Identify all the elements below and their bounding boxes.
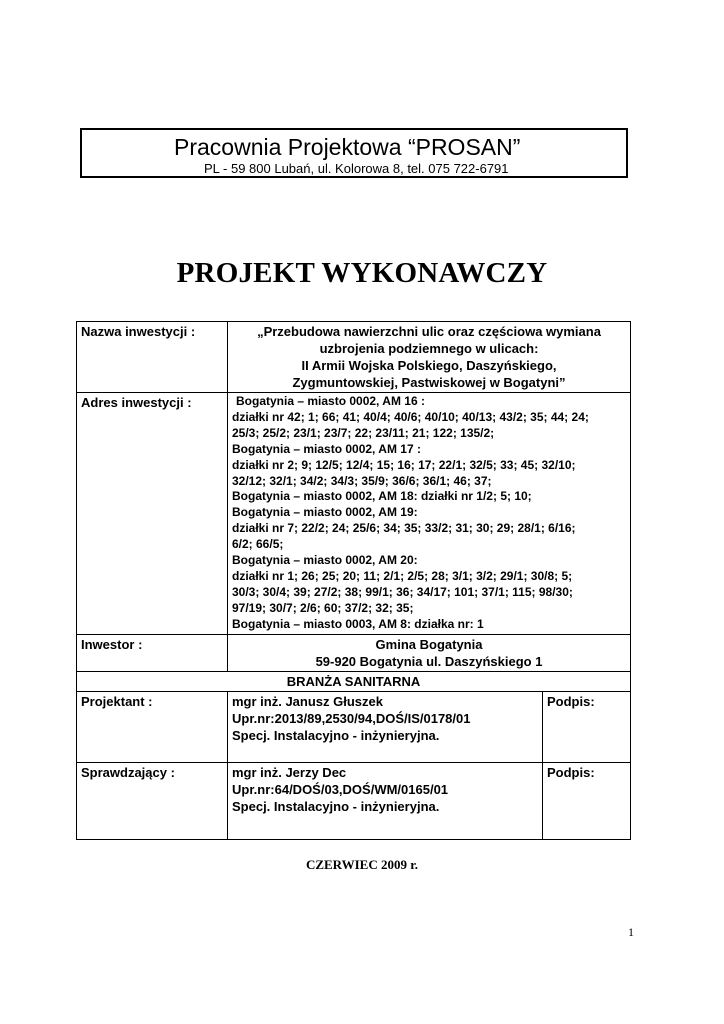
- address-line: 30/3; 30/4; 39; 27/2; 38; 99/1; 36; 34/17; 101; 37/1; 115; 98/30;: [232, 584, 573, 599]
- checker-value: [228, 762, 543, 839]
- address-line: Bogatynia – miasto 0002, AM 18: działki nr 1/2; 5; 10;: [232, 489, 532, 504]
- checker-line: mgr inż. Jerzy Dec: [232, 764, 347, 780]
- address-line: Bogatynia – miasto 0002, AM 17 :: [232, 441, 421, 456]
- address-line: Bogatynia – miasto 0003, AM 8: działka nr: 1: [232, 616, 484, 631]
- investor-value: [228, 634, 631, 671]
- investor-line: Gmina Bogatynia: [375, 636, 483, 652]
- investment-name-line: II Armii Wojska Polskiego, Daszyńskiego,: [301, 358, 557, 373]
- investment-name-value: [228, 322, 631, 393]
- checker-row: [77, 762, 631, 839]
- designer-line: Specj. Instalacyjno - inżynieryjna.: [232, 727, 440, 743]
- address-line: działki nr 1; 26; 25; 20; 11; 2/1; 2/5; 28; 3/1; 3/2; 29/1; 30/8; 5;: [232, 568, 573, 583]
- page-number: 1: [628, 925, 634, 939]
- designer-signature: Podpis:: [543, 691, 631, 762]
- checker-line: Specj. Instalacyjno - inżynieryjna.: [232, 798, 440, 814]
- checker-label: Sprawdzający :: [77, 762, 228, 839]
- document-title: PROJEKT WYKONAWCZY: [176, 257, 548, 289]
- investment-name-line: Zygmuntowskiej, Pastwiskowej w Bogatyni”: [292, 375, 566, 390]
- designer-row: [77, 691, 631, 762]
- checker-line: Upr.nr:64/DOŚ/03,DOŚ/WM/0165/01: [232, 781, 449, 797]
- investment-name-line: uzbrojenia podziemnego w ulicach:: [319, 341, 539, 356]
- designer-line: Upr.nr:2013/89,2530/94,DOŚ/IS/0178/01: [232, 710, 471, 726]
- branch-row: [77, 671, 631, 691]
- investment-address-value: [228, 393, 631, 635]
- checker-signature: Podpis:: [543, 762, 631, 839]
- investment-name-row: [77, 322, 631, 393]
- project-info-table: [76, 321, 631, 840]
- address-line: 97/19; 30/7; 2/6; 60; 37/2; 32; 35;: [232, 600, 414, 615]
- investor-row: [77, 634, 631, 671]
- investment-name-label: Nazwa inwestycji :: [77, 322, 228, 393]
- investor-label: Inwestor :: [77, 634, 228, 671]
- address-line: 6/2; 66/5;: [232, 537, 284, 552]
- investor-line: 59-920 Bogatynia ul. Daszyńskiego 1: [315, 653, 543, 669]
- company-name: Pracownia Projektowa “PROSAN”: [174, 134, 521, 160]
- investment-name-line: „Przebudowa nawierzchni ulic oraz częściowa wymiana: [257, 324, 601, 339]
- investment-address-row: [77, 393, 631, 635]
- designer-value: [228, 691, 543, 762]
- address-line: działki nr 7; 22/2; 24; 25/6; 34; 35; 33/2; 31; 30; 29; 28/1; 6/16;: [232, 521, 576, 536]
- designer-line: mgr inż. Janusz Głuszek: [232, 693, 383, 709]
- branch-label: BRANŻA SANITARNA: [77, 671, 631, 691]
- investment-address-label: Adres inwestycji :: [77, 393, 228, 635]
- address-line: Bogatynia – miasto 0002, AM 19:: [232, 505, 418, 520]
- address-line: 32/12; 32/1; 34/2; 34/3; 35/9; 36/6; 36/1; 46; 37;: [232, 473, 492, 488]
- address-line: Bogatynia – miasto 0002, AM 20:: [232, 553, 418, 568]
- header-box: [80, 128, 628, 178]
- document-date: CZERWIEC 2009 r.: [305, 857, 419, 872]
- designer-label: Projektant :: [77, 691, 228, 762]
- address-line: działki nr 2; 9; 12/5; 12/4; 15; 16; 17; 22/1; 32/5; 33; 45; 32/10;: [232, 457, 576, 472]
- address-line: działki nr 42; 1; 66; 41; 40/4; 40/6; 40/10; 40/13; 43/2; 35; 44; 24;: [232, 409, 589, 424]
- address-line: 25/3; 25/2; 23/1; 23/7; 22; 23/11; 21; 122; 135/2;: [232, 425, 495, 440]
- address-line: Bogatynia – miasto 0002, AM 16 :: [236, 394, 425, 408]
- company-address: PL - 59 800 Lubań, ul. Kolorowa 8, tel. 075 722-6791: [204, 161, 509, 176]
